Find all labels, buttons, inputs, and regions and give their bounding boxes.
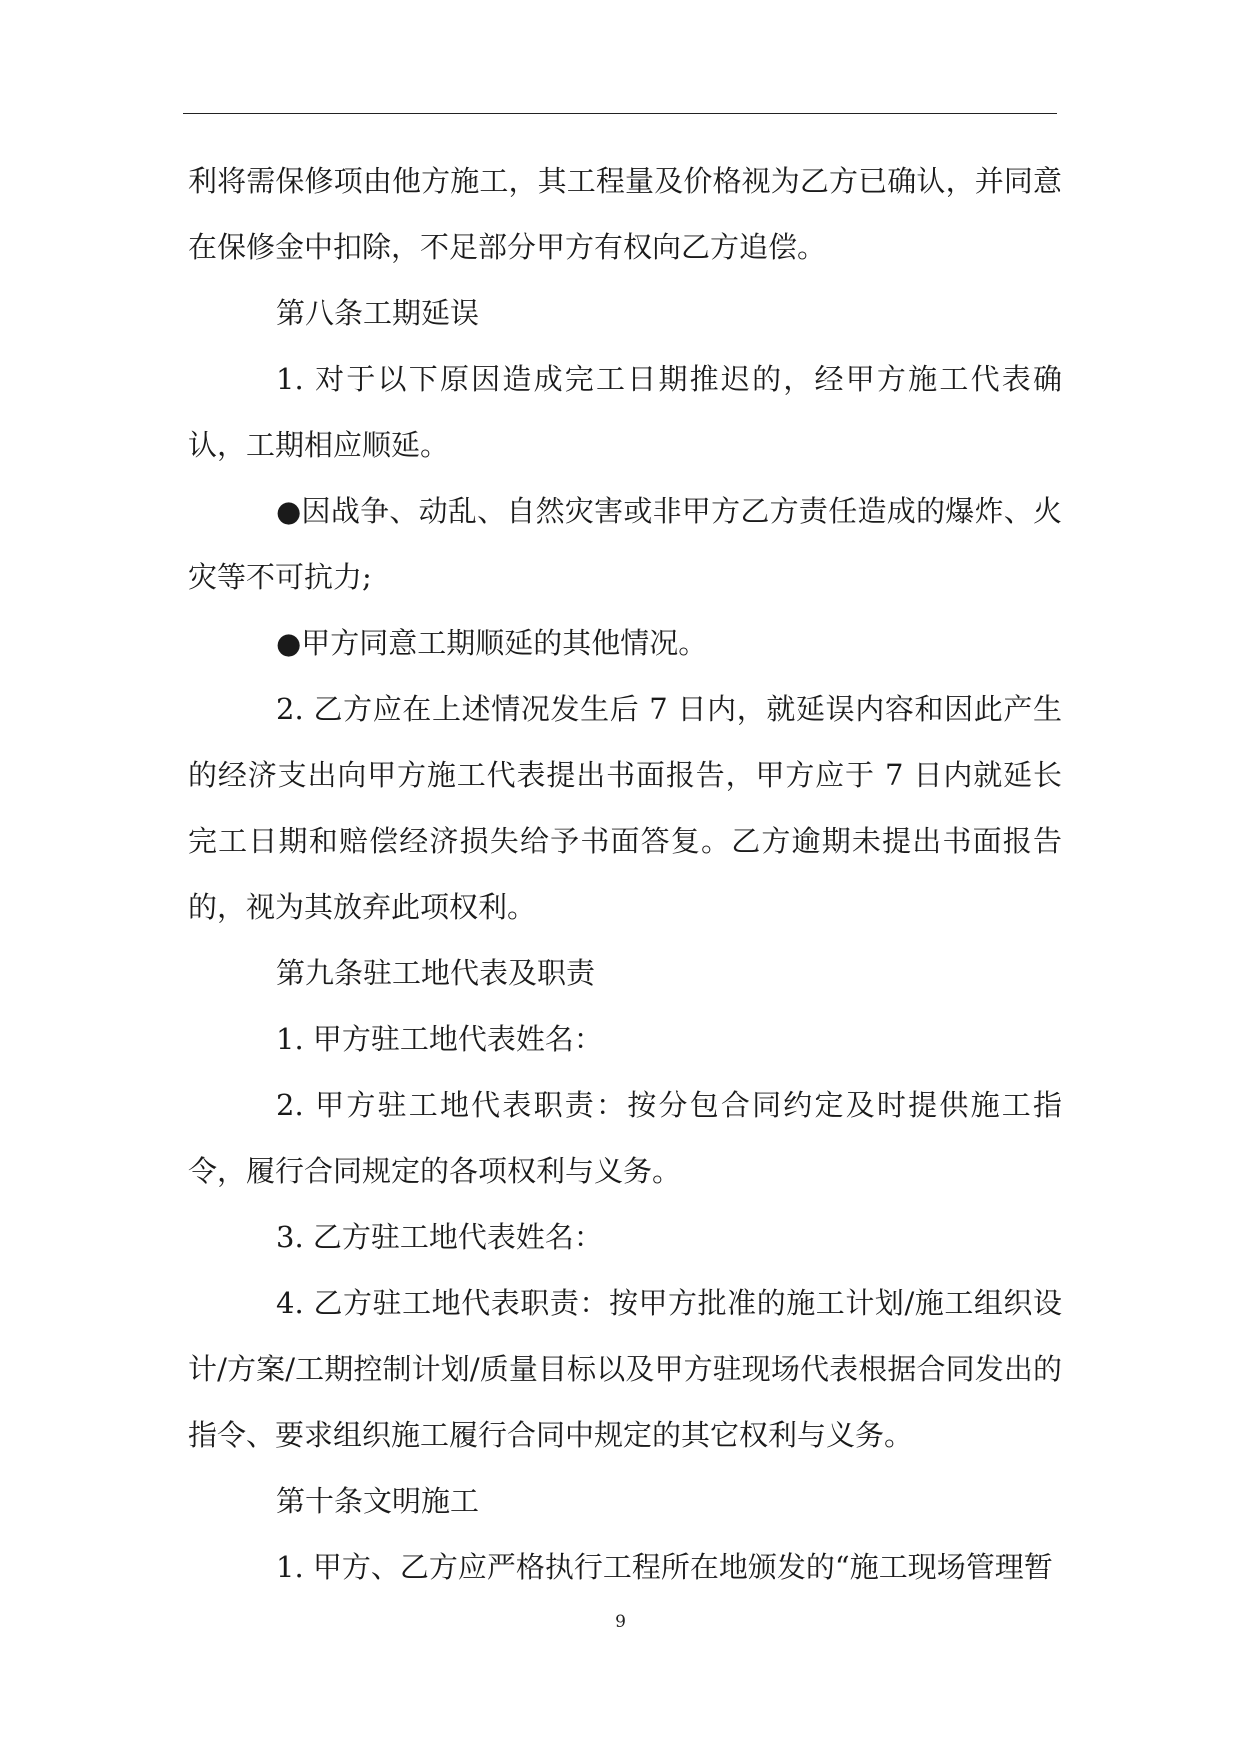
header-rule	[183, 113, 1057, 114]
article-10-heading: 第十条文明施工	[276, 1484, 480, 1518]
paragraph-13: 1. 甲方、乙方应严格执行工程所在地颁发的“施工现场管理暂	[276, 1550, 1053, 1584]
document-body	[188, 148, 1062, 1600]
paragraph-8: 1. 甲方驻工地代表姓名：	[276, 1022, 603, 1056]
bullet-item-1: ●因战争、动乱、自然灾害或非甲方乙方责任造成的爆炸、火灾等不可抗力;	[188, 494, 1062, 594]
paragraph-1: 利将需保修项由他方施工，其工程量及价格视为乙方已确认，并同意在保修金中扣除，不足部分甲方有权向乙方追偿。	[188, 164, 1062, 264]
paragraph-10: 3. 乙方驻工地代表姓名：	[276, 1220, 603, 1254]
paragraph-3: 1. 对于以下原因造成完工日期推迟的，经甲方施工代表确认，工期相应顺延。	[188, 362, 1062, 462]
paragraph-6: 2. 乙方应在上述情况发生后 7 日内，就延误内容和因此产生的经济支出向甲方施工代表提出书面报告，甲方应于 7 日内就延长完工日期和赔偿经济损失给予书面答复。乙方逾期未提出书面报告的，视为其放弃此项权利。	[188, 692, 1062, 924]
bullet-item-2: ●甲方同意工期顺延的其他情况。	[276, 626, 708, 660]
paragraph-9: 2. 甲方驻工地代表职责：按分包合同约定及时提供施工指令，履行合同规定的各项权利与义务。	[188, 1088, 1062, 1188]
article-9-heading: 第九条驻工地代表及职责	[276, 956, 596, 990]
paragraph-11: 4. 乙方驻工地代表职责：按甲方批准的施工计划/施工组织设计/方案/工期控制计划/质量目标以及甲方驻现场代表根据合同发出的指令、要求组织施工履行合同中规定的其它权利与义务。	[188, 1286, 1062, 1452]
article-8-heading: 第八条工期延误	[276, 296, 480, 330]
page-number: 9	[615, 1612, 626, 1632]
